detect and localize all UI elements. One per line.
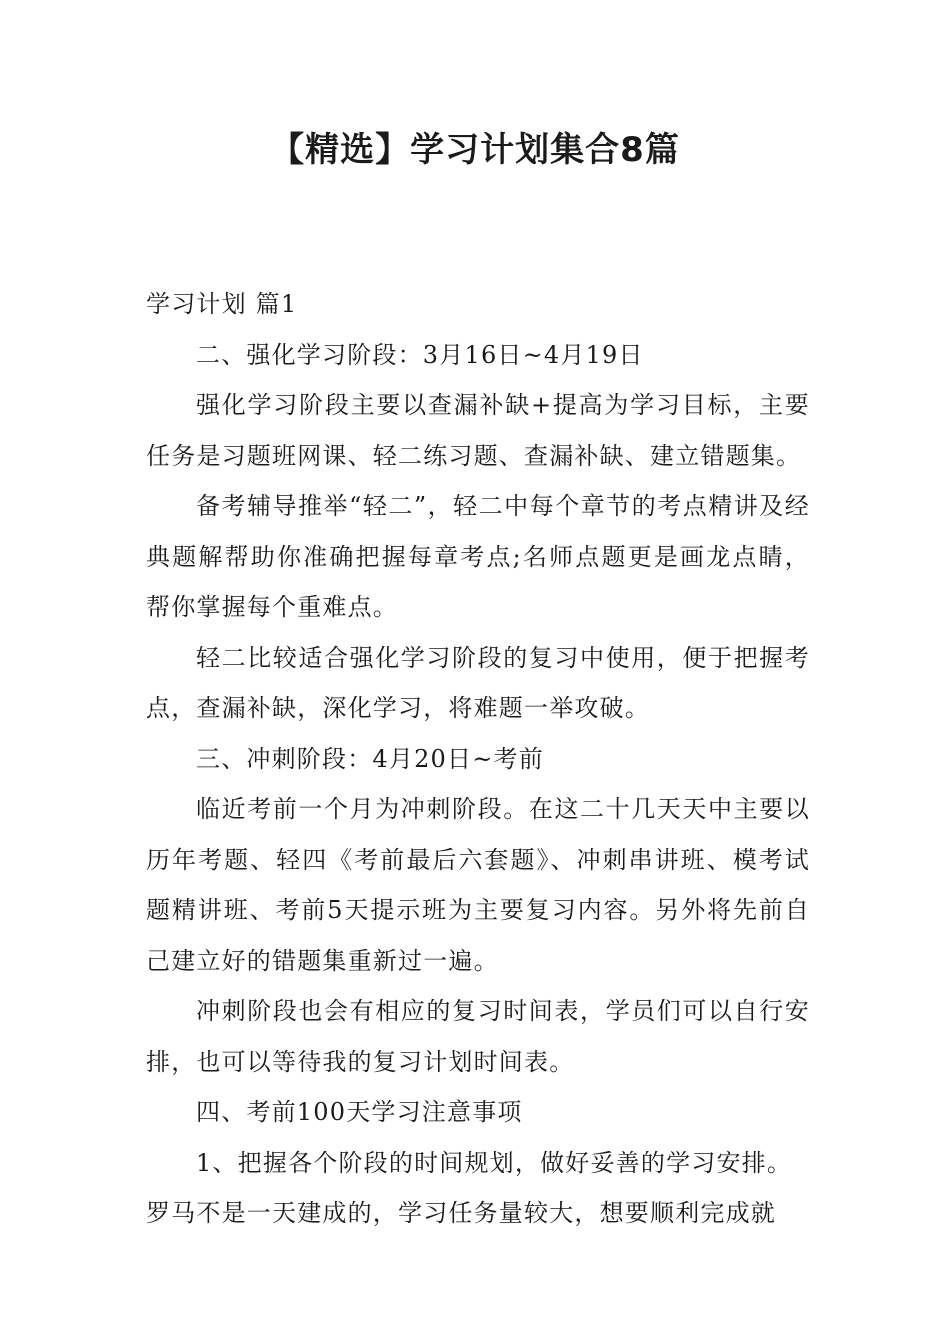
paragraph: 轻二比较适合强化学习阶段的复习中使用，便于把握考点，查漏补缺，深化学习，将难题一举攻破。	[146, 643, 810, 722]
paragraph: 冲刺阶段也会有相应的复习时间表，学员们可以自行安排，也可以等待我的复习计划时间表。	[146, 997, 810, 1076]
document-title: 【精选】学习计划集合8篇	[270, 130, 680, 170]
section-label: 学习计划 篇1	[146, 290, 298, 318]
document-body	[146, 279, 810, 1239]
paragraph: 强化学习阶段主要以查漏补缺+提高为学习目标，主要任务是习题班网课、轻二练习题、查漏补缺、建立错题集。	[146, 391, 810, 470]
paragraph: 备考辅导推举“轻二”，轻二中每个章节的考点精讲及经典题解帮助你准确把握每章考点;名师点题更是画龙点睛，帮你掌握每个重难点。	[146, 492, 810, 621]
paragraph: 罗马不是一天建成的，学习任务量较大，想要顺利完成就	[146, 1199, 776, 1227]
section-heading: 四、考前100天学习注意事项	[196, 1098, 523, 1126]
section-heading: 二、强化学习阶段：3月16日~4月19日	[196, 340, 644, 369]
paragraph: 1、把握各个阶段的时间规划，做好妥善的学习安排。	[196, 1148, 793, 1177]
paragraph: 临近考前一个月为冲刺阶段。在这二十几天天中主要以历年考题、轻四《考前最后六套题》、冲刺串讲班、模考试题精讲班、考前5天提示班为主要复习内容。另外将先前自己建立好的错题集重新过一遍。	[146, 795, 810, 975]
section-heading: 三、冲刺阶段：4月20日~考前	[196, 744, 544, 773]
